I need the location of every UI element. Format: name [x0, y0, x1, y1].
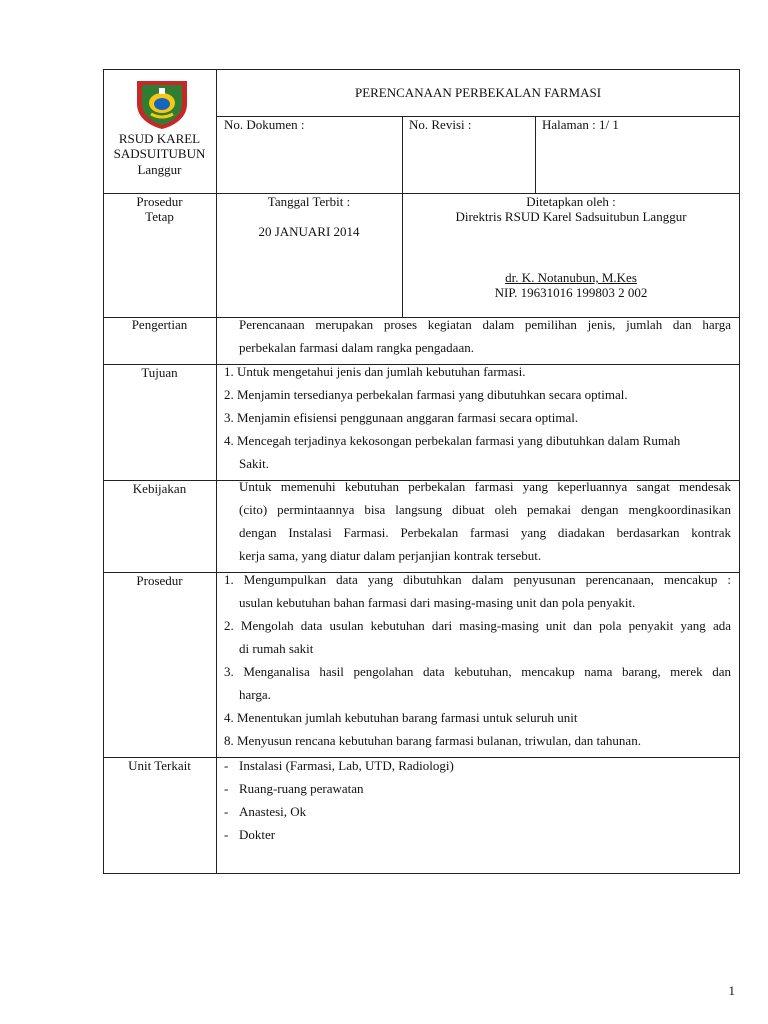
pengertian-label: Pengertian [131, 317, 188, 332]
kebijakan-text-line: Untuk memenuhi kebutuhan perbekalan farmasi yang keperluannya sangat mendesak [239, 479, 731, 494]
no-dokumen-label: No. Dokumen : [224, 117, 305, 132]
tujuan-item: 2. Menjamin tersedianya perbekalan farmasi yang dibutuhkan secara optimal. [224, 387, 628, 402]
prosedur-label: Prosedur [136, 573, 183, 588]
tujuan-item: 4. Mencegah terjadinya kekosongan perbekalan farmasi yang dibutuhkan dalam Rumah [224, 433, 681, 448]
prosedur-step-continuation: harga. [239, 687, 271, 702]
org-name-line2: SADSUITUBUN [113, 146, 206, 161]
unit-item: Dokter [239, 827, 276, 842]
prosedur-tetap-line2: Tetap [145, 209, 174, 224]
prosedur-step: 4. Menentukan jumlah kebutuhan barang farmasi untuk seluruh unit [224, 710, 578, 725]
prosedur-step-continuation: usulan kebutuhan bahan farmasi dari masing-masing unit dan pola penyakit. [239, 595, 636, 610]
unit-bullet: - [224, 827, 229, 842]
kebijakan-text-line: dengan Instalasi Farmasi. Perbekalan farmasi yang diadakan berdasarkan kontrak [239, 525, 731, 540]
prosedur-step: 3. Menganalisa hasil pengolahan data kebutuhan, mencakup nama barang, merek dan [224, 664, 731, 679]
prosedur-step: 2. Mengolah data usulan kebutuhan dari masing-masing unit dan pola penyakit yang ada [224, 618, 731, 633]
unit-bullet: - [224, 758, 229, 773]
tujuan-item-continuation: Sakit. [239, 456, 269, 471]
pengertian-text-line: perbekalan farmasi dalam rangka pengadaan. [239, 340, 474, 355]
unit-item: Ruang-ruang perawatan [239, 781, 364, 796]
unit-bullet: - [224, 781, 229, 796]
prosedur-step-continuation: di rumah sakit [239, 641, 314, 656]
label-column-divider [216, 69, 217, 874]
org-name-line3: Langgur [137, 162, 182, 177]
revisi-column-divider [535, 116, 536, 193]
prosedur-step: 1. Mengumpulkan data yang dibutuhkan dalam penyusunan perencanaan, mencakup : [224, 572, 731, 587]
signer-nip: NIP. 19631016 199803 2 002 [494, 285, 648, 300]
halaman-label: Halaman : 1/ 1 [542, 117, 619, 132]
kebijakan-label: Kebijakan [132, 481, 187, 496]
unit-bullet: - [224, 804, 229, 819]
ditetapkan-org: Direktris RSUD Karel Sadsuitubun Langgur [455, 209, 687, 224]
tujuan-item: 3. Menjamin efisiensi penggunaan anggaran farmasi secara optimal. [224, 410, 579, 425]
unit-terkait-label: Unit Terkait [128, 758, 191, 773]
tanggal-terbit-label: Tanggal Terbit : [267, 194, 351, 209]
tujuan-label: Tujuan [141, 365, 178, 380]
tanggal-terbit-value: 20 JANUARI 2014 [258, 224, 360, 239]
prosedur-step: 8. Menyusun rencana kebutuhan barang farmasi bulanan, triwulan, dan tahunan. [224, 733, 641, 748]
kebijakan-text-line: (cito) permintaannya bisa langsung dibuat oleh pemakai dengan mengkoordinasikan [239, 502, 731, 517]
page-number: 1 [728, 983, 735, 998]
sop-document [103, 69, 740, 874]
kebijakan-text-line: kerja sama, yang diatur dalam perjanjian kontrak tersebut. [239, 548, 542, 563]
prosedur-tetap-line1: Prosedur [136, 194, 183, 209]
no-revisi-label: No. Revisi : [409, 117, 472, 132]
signer-name: dr. K. Notanubun, M.Kes [505, 270, 637, 285]
ditetapkan-label: Ditetapkan oleh : [526, 194, 616, 209]
unit-item: Anastesi, Ok [239, 804, 307, 819]
unit-item: Instalasi (Farmasi, Lab, UTD, Radiologi) [239, 758, 454, 773]
org-name-line1: RSUD KAREL [118, 131, 201, 146]
pengertian-text-line: Perencanaan merupakan proses kegiatan dalam pemilihan jenis, jumlah dan harga [239, 317, 731, 332]
hospital-shield-logo [134, 78, 190, 130]
tujuan-item: 1. Untuk mengetahui jenis dan jumlah kebutuhan farmasi. [224, 364, 526, 379]
document-title: PERENCANAAN PERBEKALAN FARMASI [354, 85, 602, 100]
